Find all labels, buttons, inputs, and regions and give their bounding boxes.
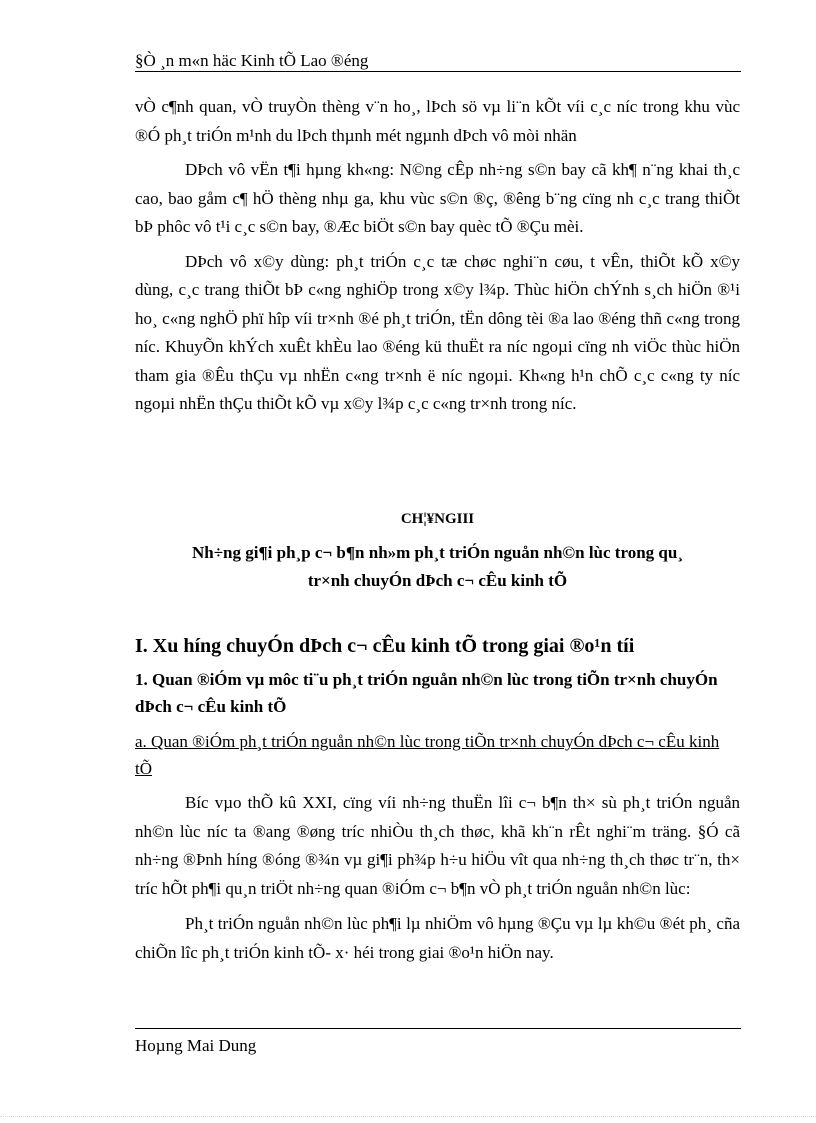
chapter-label: CH¦¥NGIII bbox=[400, 511, 475, 527]
body-text bbox=[135, 93, 740, 419]
paragraph-priority: Ph¸t triÓn nguån nh©n lùc ph¶i lµ nhiÖm vô hµng ®Çu vµ lµ kh©u ®ét ph¸ cña chiÕn lîc ph¸t triÓn kinh tÕ- x· héi trong giai ®o¹n hiÖn nay. bbox=[135, 914, 740, 962]
paragraph-xxi-century: Bíc vµo thÕ kû XXI, cïng víi nh÷ng thuËn lîi c¬ b¶n th× sù ph¸t triÓn nguån nh©n lùc níc ta ®ang ®øng tríc nhiÒu th¸ch thøc, khã kh¨n rÊt nghi¨m träng. §Ó cã nh÷ng ®Þnh híng ®óng ®¾n vµ gi¶i ph¾p h÷u hiÖu vît qua nh÷ng th¸ch thøc tr¨n, th× tríc hÕt ph¶i qu¸n triÖt nh÷ng quan ®iÓm c¬ b¶n vÒ ph¸t triÓn nguån nh©n lùc: bbox=[135, 793, 740, 898]
running-header: §Ò ¸n m«n häc Kinh tÕ Lao ®éng bbox=[135, 51, 369, 70]
page-edge-dotted-line bbox=[0, 1116, 816, 1117]
paragraph-tourism: vÒ c¶nh quan, vÒ truyÒn thèng v¨n ho¸, lÞch sö vµ li¨n kÕt víi c¸c níc trong khu vùc ®Ó ph¸t triÓn m¹nh du lÞch thµnh mét ngµnh dÞch vô mòi nhän bbox=[135, 97, 740, 145]
subsection-heading: 1. Quan ®iÓm vµ môc ti¨u ph¸t triÓn nguån nh©n lùc trong tiÕn tr×nh chuyÓn dÞch c¬ cÊu kinh tÕ bbox=[135, 670, 718, 716]
header-divider bbox=[135, 71, 741, 72]
chapter-title-line-1: Nh÷ng gi¶i ph¸p c¬ b¶n nh»m ph¸t triÓn nguån nh©n lùc trong qu¸ bbox=[192, 543, 683, 562]
paragraph-air-transport: DÞch vô vËn t¶i hµng kh«ng: N©ng cÊp nh÷ng s©n bay cã kh¶ n¨ng khai th¸c cao, bao gåm c¶ hÖ thèng nhµ ga, khu vùc s©n ®ç, ®êng b¨ng cïng nh c¸c trang thiÕt bÞ phôc vô t¹i c¸c s©n bay, ®Æc biÖt s©n bay quèc tÕ ®Çu mèi. bbox=[135, 160, 740, 236]
chapter-heading bbox=[135, 506, 740, 595]
footer-divider bbox=[135, 1028, 741, 1029]
section-block bbox=[135, 632, 740, 967]
section-heading: I. Xu híng chuyÓn dÞch c¬ cÊu kinh tÕ trong giai ®o¹n tíi bbox=[135, 635, 635, 657]
footer-author: Hoµng Mai Dung bbox=[135, 1036, 257, 1055]
chapter-title-line-2: tr×nh chuyÓn dÞch c¬ cÊu kinh tÕ bbox=[307, 571, 568, 590]
sub-subsection-heading: a. Quan ®iÓm ph¸t triÓn nguån nh©n lùc trong tiÕn tr×nh chuyÓn dÞch c¬ cÊu kinh tÕ bbox=[135, 732, 720, 778]
paragraph-construction: DÞch vô x©y dùng: ph¸t triÓn c¸c tæ chøc nghi¨n cøu, t vÊn, thiÕt kÕ x©y dùng, c¸c trang thiÕt bÞ c«ng nghiÖp trong x©y l¾p. Thùc hiÖn chÝnh s¸ch hiÖn ®¹i ho¸ c«ng nghÖ phï hîp víi tr×nh ®é ph¸t triÓn, tËn dông tèi ®a lao ®éng thñ c«ng trong níc. KhuyÕn khÝch xuÊt khÈu lao ®éng kü thuËt ra níc ngoµi cïng nh viÖc thùc hiÖn tham gia ®Êu thÇu vµ nhËn c«ng tr×nh ë níc ngoµi. Kh«ng h¹n chÕ c¸c c«ng ty níc ngoµi nhËn thÇu thiÕt kÕ vµ x©y l¾p c¸c c«ng tr×nh trong níc. bbox=[135, 251, 740, 413]
